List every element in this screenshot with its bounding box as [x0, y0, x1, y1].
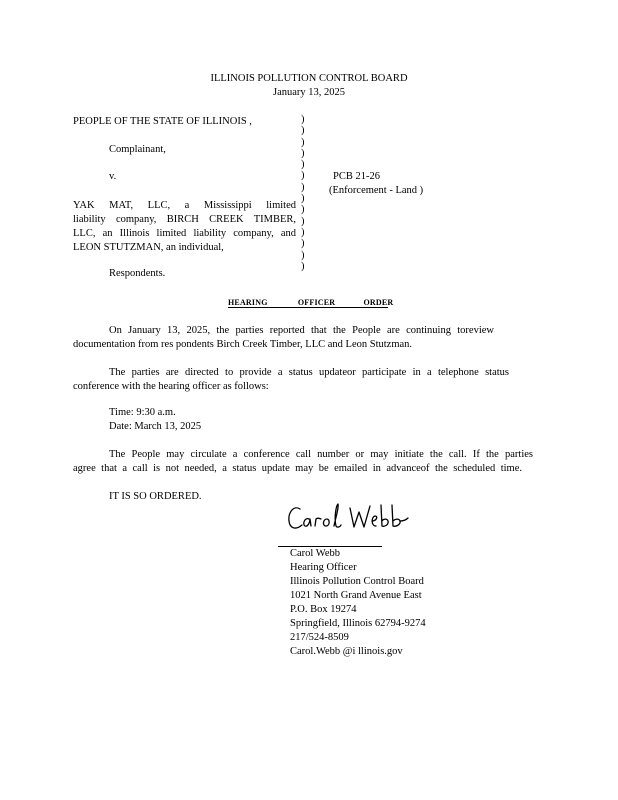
time-line: Time: 9:30 a.m. [109, 407, 176, 418]
handwritten-signature [286, 500, 416, 540]
respondent-line-1: YAK MAT, LLC, a Mississippi limited [73, 200, 296, 211]
order-title-word-2: OFFICER [297, 298, 336, 307]
date-line: Date: March 13, 2025 [109, 421, 202, 432]
order-title-word-1: HEARING [228, 298, 268, 307]
complainant-label: Complainant, [109, 144, 166, 155]
versus: v. [109, 171, 117, 182]
respondent-line-3: LLC, an Illinois limited liability company, and [73, 228, 296, 239]
paragraph-1-line-2: documentation from res pondents Birch Creek Timber, LLC and Leon Stutzman. [73, 339, 413, 350]
order-title-word-3: ORDER [363, 298, 394, 307]
signer-street: 1021 North Grand Avenue East [290, 590, 422, 601]
complainant-party: PEOPLE OF THE STATE OF ILLINOIS , [73, 116, 252, 127]
signer-agency: Illinois Pollution Control Board [290, 576, 424, 587]
order-date: January 13, 2025 [272, 87, 346, 98]
closing-statement: IT IS SO ORDERED. [109, 491, 202, 502]
paragraph-2-line-1: The parties are directed to provide a status updateor participate in a telephone status [109, 367, 509, 378]
signer-city: Springfield, Illinois 62794-9274 [290, 618, 426, 629]
respondent-line-4: LEON STUTZMAN, an individual, [73, 242, 224, 253]
case-number: PCB 21-26 [333, 171, 380, 182]
case-type: (Enforcement - Land ) [329, 185, 424, 196]
paragraph-1-line-1: On January 13, 2025, the parties reported that the People are continuing toreview [109, 325, 494, 336]
signer-title: Hearing Officer [290, 562, 357, 573]
signer-po-box: P.O. Box 19274 [290, 604, 357, 615]
respondents-label: Respondents. [109, 268, 166, 279]
order-title-underline [228, 307, 388, 308]
signer-name: Carol Webb [290, 548, 340, 559]
paragraph-2-line-2: conference with the hearing officer as follows: [73, 381, 269, 392]
caption-parentheses: ) ) ) ) ) ) ) ) ) ) ) ) ) ) [301, 114, 305, 272]
paragraph-3-line-2: agree that a call is not needed, a status update may be emailed in advanceof the scheduled time. [73, 463, 522, 474]
signer-phone: 217/524-8509 [290, 632, 349, 643]
signer-email[interactable]: Carol.Webb @i llinois.gov [290, 646, 403, 657]
paragraph-3-line-1: The People may circulate a conference call number or may initiate the call. If the parties [109, 449, 533, 460]
respondent-line-2: liability company, BIRCH CREEK TIMBER, [73, 214, 296, 225]
agency-name: ILLINOIS POLLUTION CONTROL BOARD [210, 73, 408, 84]
